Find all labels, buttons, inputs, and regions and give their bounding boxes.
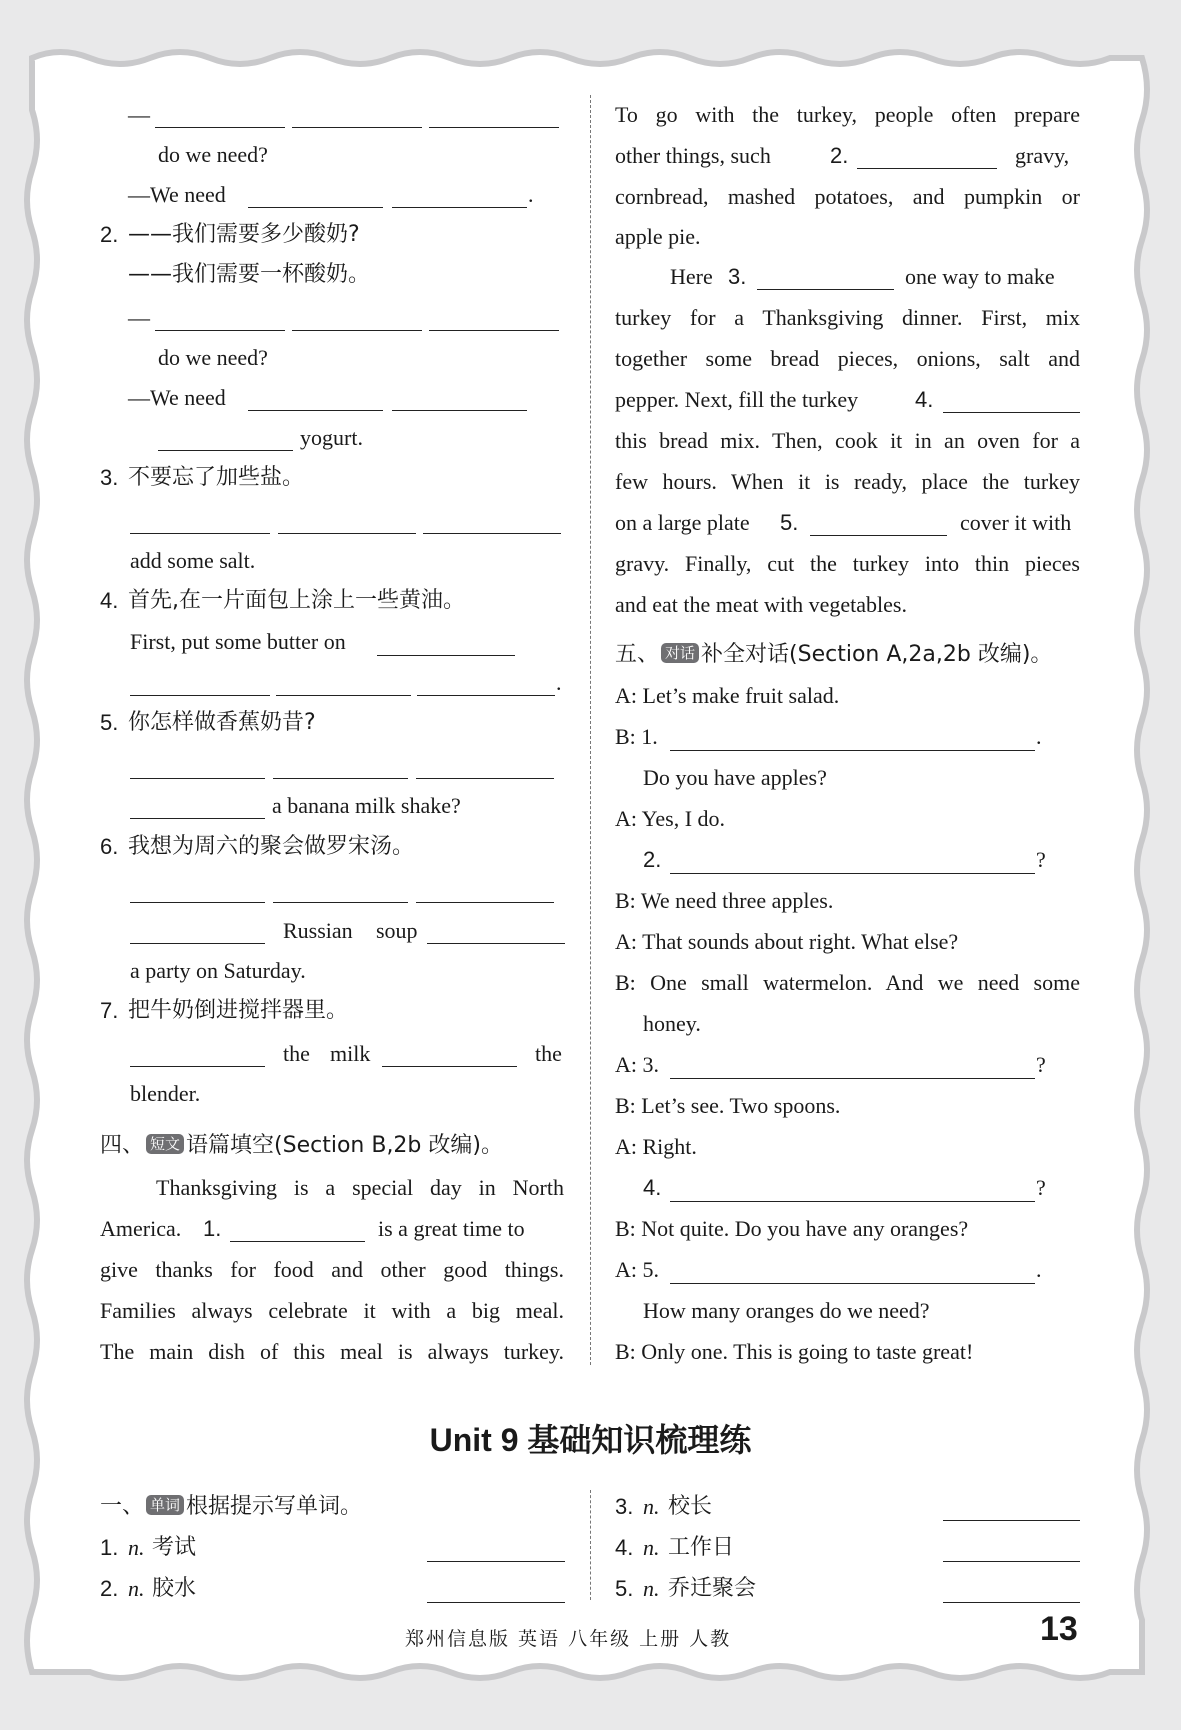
passage-blank-5[interactable]: [810, 535, 947, 536]
dialog-line-2: B: 1.: [615, 724, 658, 749]
section-4-title: 语篇填空(Section B,2b 改编)。: [186, 1133, 503, 1158]
q2-blank-2[interactable]: [292, 330, 422, 331]
q2-dash: —: [128, 305, 150, 330]
q2-blank-4[interactable]: [248, 410, 383, 411]
q4-blank-4[interactable]: [417, 695, 555, 696]
word-2-pos: n.: [128, 1576, 145, 1601]
dialog-line-17: B: Only one. This is going to taste great!: [615, 1339, 974, 1364]
passage-line-17: gravy. Finally, cut the turkey into thin pieces: [615, 551, 1080, 576]
q4-chinese: 首先,在一片面包上涂上一些黄油。: [128, 588, 465, 613]
q5-line2: a banana milk shake?: [272, 793, 461, 818]
passage-blank-1[interactable]: [230, 1241, 365, 1242]
q4-blank-1[interactable]: [377, 655, 515, 656]
passage-blank-5-number: 5.: [780, 510, 799, 535]
dialog-line-16: How many oranges do we need?: [643, 1298, 930, 1323]
section-4-header: [100, 1131, 503, 1161]
q6-soup: soup: [376, 918, 418, 943]
passage-line-3: give thanks for food and other good things.: [100, 1257, 564, 1282]
word-5-blank[interactable]: [943, 1602, 1080, 1603]
passage-blank-2-number: 2.: [830, 143, 849, 168]
q3-blank-2[interactable]: [278, 533, 416, 534]
passage-blank-3[interactable]: [757, 289, 894, 290]
dialog-line-5: 2.: [643, 847, 662, 872]
footer-text: 郑州信息版 英语 八年级 上册 人教: [405, 1628, 732, 1650]
q3-blank-1[interactable]: [130, 533, 270, 534]
passage-line-8: cornbread, mashed potatoes, and pumpkin or: [615, 184, 1080, 209]
dialog-blank-3-end: ?: [1036, 1052, 1046, 1077]
word-2-chinese: 胶水: [152, 1576, 197, 1601]
dialog-line-13: 4.: [643, 1175, 662, 1200]
q3-number: 3.: [100, 465, 119, 490]
word-5-chinese: 乔迁聚会: [668, 1576, 757, 1601]
section-4-tag: 短文: [146, 1134, 184, 1154]
q3-blank-3[interactable]: [423, 533, 561, 534]
q7-the-1: the: [283, 1041, 310, 1066]
q2-blank-5[interactable]: [392, 410, 527, 411]
q7-blank-1[interactable]: [130, 1066, 265, 1067]
word-3-pos: n.: [643, 1494, 660, 1519]
q4-blank-3[interactable]: [276, 695, 411, 696]
word-4-chinese: 工作日: [668, 1535, 735, 1560]
unit-title: Unit 9 基础知识梳理练: [429, 1422, 752, 1458]
section-5-prefix: 五、: [615, 642, 660, 667]
passage-line-18: and eat the meat with vegetables.: [615, 592, 907, 617]
q7-the-2: the: [535, 1041, 562, 1066]
word-1-blank[interactable]: [427, 1561, 565, 1562]
passage-blank-1-number: 1.: [203, 1216, 222, 1241]
passage-line-2a: America.: [100, 1216, 182, 1241]
q2-blank-1[interactable]: [155, 330, 285, 331]
q1-blank-2[interactable]: [292, 127, 422, 128]
passage-line-10b: one way to make: [905, 264, 1055, 289]
word-4-number: 4.: [615, 1535, 634, 1560]
passage-blank-4[interactable]: [943, 412, 1080, 413]
passage-line-10a: Here: [670, 264, 713, 289]
word-4-blank[interactable]: [943, 1561, 1080, 1562]
passage-blank-4-number: 4.: [915, 387, 934, 412]
passage-blank-2[interactable]: [857, 168, 997, 169]
q7-number: 7.: [100, 998, 119, 1023]
q5-blank-4[interactable]: [130, 818, 265, 819]
column-divider-top: [590, 95, 591, 1365]
q5-number: 5.: [100, 710, 119, 735]
passage-line-7a: other things, such: [615, 143, 771, 168]
q5-blank-3[interactable]: [416, 778, 554, 779]
dialog-line-15: A: 5.: [615, 1257, 659, 1282]
q6-blank-3[interactable]: [416, 902, 554, 903]
q1-blank-4[interactable]: [248, 207, 383, 208]
dialog-blank-5-end: .: [1036, 1257, 1042, 1282]
column-divider-bottom: [590, 1490, 591, 1600]
passage-line-2b: is a great time to: [378, 1216, 525, 1241]
q6-russian: Russian: [283, 918, 353, 943]
passage-line-16b: cover it with: [960, 510, 1072, 535]
dialog-blank-4[interactable]: [670, 1201, 1035, 1202]
word-2-blank[interactable]: [427, 1602, 565, 1603]
passage-line-13a: pepper. Next, fill the turkey: [615, 387, 859, 412]
q4-end: .: [556, 670, 562, 695]
dialog-line-4: A: Yes, I do.: [615, 806, 726, 831]
q2-line4: yogurt.: [300, 425, 363, 450]
passage-line-5: The main dish of this meal is always turkey.: [100, 1339, 564, 1364]
q1-line3: —We need: [128, 182, 226, 207]
dialog-line-11: B: Let’s see. Two spoons.: [615, 1093, 841, 1118]
q1-dash: —: [128, 102, 150, 127]
q1-end: .: [528, 182, 534, 207]
dialog-line-9: honey.: [643, 1011, 701, 1036]
passage-line-7b: gravy,: [1015, 143, 1070, 168]
dialog-blank-1-end: .: [1036, 724, 1042, 749]
q6-chinese: 我想为周六的聚会做罗宋汤。: [128, 834, 415, 859]
q2-blank-3[interactable]: [429, 330, 559, 331]
dialog-blank-4-end: ?: [1036, 1175, 1046, 1200]
dialog-line-1: A: Let’s make fruit salad.: [615, 683, 840, 708]
q6-blank-1[interactable]: [130, 902, 265, 903]
q2-number: 2.: [100, 222, 119, 247]
passage-line-15: few hours. When it is ready, place the turkey: [615, 469, 1080, 494]
dialog-line-7: A: That sounds about right. What else?: [615, 929, 959, 954]
q2-chinese-2: ——我们需要一杯酸奶。: [128, 262, 371, 287]
q7-blank-2[interactable]: [382, 1066, 517, 1067]
dialog-line-10: A: 3.: [615, 1052, 659, 1077]
word-5-number: 5.: [615, 1576, 634, 1601]
section-5-tag: 对话: [661, 643, 699, 663]
q1-blank-5[interactable]: [392, 207, 527, 208]
q6-blank-4[interactable]: [130, 943, 265, 944]
dialog-blank-5[interactable]: [670, 1283, 1035, 1284]
passage-line-9: apple pie.: [615, 224, 701, 249]
dialog-blank-2-end: ?: [1036, 847, 1046, 872]
q6-blank-2[interactable]: [273, 902, 408, 903]
dialog-blank-2[interactable]: [670, 873, 1035, 874]
q1-line2: do we need?: [158, 142, 268, 167]
q6-blank-5[interactable]: [427, 943, 565, 944]
dialog-line-3: Do you have apples?: [643, 765, 827, 790]
passage-line-1: Thanksgiving is a special day in North: [156, 1175, 564, 1200]
unit-section-1-tag: 单词: [146, 1495, 184, 1515]
q2-line2: do we need?: [158, 345, 268, 370]
dialog-line-8: B: One small watermelon. And we need some: [615, 970, 1080, 995]
section-5-title: 补全对话(Section A,2a,2b 改编)。: [701, 642, 1053, 667]
q3-line2: add some salt.: [130, 548, 256, 573]
word-2-number: 2.: [100, 1576, 119, 1601]
dialog-blank-3[interactable]: [670, 1078, 1035, 1079]
passage-line-16a: on a large plate: [615, 510, 750, 535]
q7-line2: blender.: [130, 1081, 201, 1106]
section-5-header: [615, 640, 1052, 670]
dialog-blank-1[interactable]: [670, 750, 1035, 751]
unit-section-1-prefix: 一、: [100, 1494, 145, 1519]
dialog-line-12: A: Right.: [615, 1134, 697, 1159]
q1-blank-1[interactable]: [155, 127, 285, 128]
q5-blank-1[interactable]: [130, 778, 265, 779]
q7-milk: milk: [330, 1041, 371, 1066]
passage-line-14: this bread mix. Then, cook it in an oven for a: [615, 428, 1080, 453]
passage-line-6: To go with the turkey, people often prepare: [615, 102, 1080, 127]
q6-line3: a party on Saturday.: [130, 958, 306, 983]
passage-line-11: turkey for a Thanksgiving dinner. First, mix: [615, 305, 1080, 330]
passage-line-12: together some bread pieces, onions, salt and: [615, 346, 1080, 371]
word-5-pos: n.: [643, 1576, 660, 1601]
q4-line1: First, put some butter on: [130, 629, 346, 654]
q2-blank-6[interactable]: [158, 450, 293, 451]
q4-blank-2[interactable]: [130, 695, 270, 696]
word-3-number: 3.: [615, 1494, 634, 1519]
word-3-blank[interactable]: [943, 1520, 1080, 1521]
passage-line-4: Families always celebrate it with a big meal.: [100, 1298, 564, 1323]
word-1-pos: n.: [128, 1535, 145, 1560]
word-1-number: 1.: [100, 1535, 119, 1560]
q3-chinese: 不要忘了加些盐。: [128, 465, 305, 490]
unit-section-1-header: [100, 1492, 362, 1522]
q2-chinese-1: ——我们需要多少酸奶?: [128, 222, 360, 247]
word-1-chinese: 考试: [152, 1535, 197, 1560]
page-number: 13: [1040, 1610, 1078, 1648]
q2-line3: —We need: [128, 385, 226, 410]
section-4-prefix: 四、: [100, 1133, 145, 1158]
q7-chinese: 把牛奶倒进搅拌器里。: [128, 998, 349, 1023]
q6-number: 6.: [100, 834, 119, 859]
q1-blank-3[interactable]: [429, 127, 559, 128]
word-3-chinese: 校长: [668, 1494, 713, 1519]
passage-blank-3-number: 3.: [728, 264, 747, 289]
q4-number: 4.: [100, 588, 119, 613]
q5-chinese: 你怎样做香蕉奶昔?: [128, 710, 316, 735]
dialog-line-14: B: Not quite. Do you have any oranges?: [615, 1216, 969, 1241]
dialog-line-6: B: We need three apples.: [615, 888, 834, 913]
word-4-pos: n.: [643, 1535, 660, 1560]
q5-blank-2[interactable]: [273, 778, 408, 779]
unit-section-1-title: 根据提示写单词。: [186, 1494, 363, 1519]
